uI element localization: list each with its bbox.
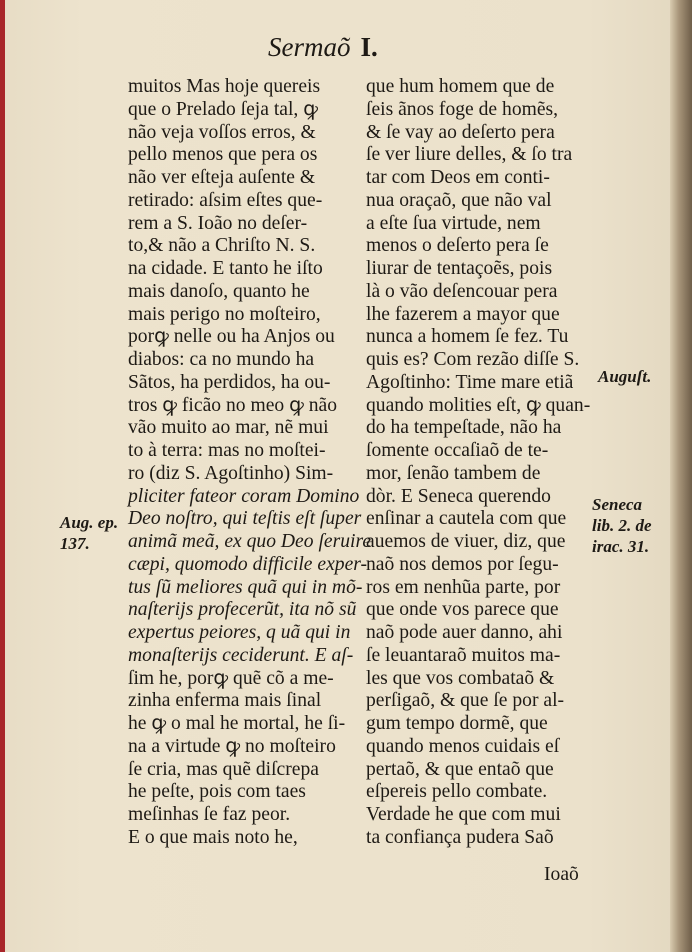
text-line: mais danoſo, quanto he — [128, 280, 310, 302]
text-line: pliciter fateor coram Domino — [128, 485, 360, 507]
text-line: Agoſtinho: Time mare etiã — [366, 371, 574, 393]
margin-note-line: irac. 31. — [592, 537, 650, 556]
page-edge-right — [670, 0, 692, 952]
margin-note-august — [598, 366, 651, 387]
text-line: rem a S. Ioão no deſer- — [128, 212, 308, 234]
text-line: tros ꝙ ficão no meo ꝙ não — [128, 394, 337, 416]
text-line: ta confiança pudera Saõ — [366, 826, 554, 848]
text-line: que onde vos parece que — [366, 599, 559, 621]
text-line: Sãtos, ha perdidos, ha ou- — [128, 371, 331, 393]
text-line: quando menos cuidais eſ — [366, 735, 560, 757]
margin-note-line: Auguſt. — [598, 367, 652, 386]
text-line: là o vão deſencouar pera — [366, 280, 558, 302]
text-line: que o Prelado ſeja tal, ꝙ — [128, 98, 318, 120]
page-edge-left — [0, 0, 5, 952]
running-head — [268, 32, 378, 63]
text-line: E o que mais noto he, — [128, 826, 298, 848]
text-line: perſigaõ, & que ſe por al- — [366, 690, 565, 712]
text-line: que hum homem que de — [366, 76, 555, 97]
text-line: ſim he, porꝙ quẽ cõ a me- — [128, 667, 334, 689]
text-line: a eſte ſua virtude, nem — [366, 212, 541, 234]
text-line: retirado: aſsim eſtes que- — [128, 189, 323, 211]
text-line: monaſterijs ceciderunt. E aſ- — [128, 644, 354, 666]
text-line: zinha enferma mais ſinal — [128, 690, 322, 712]
text-line: quando molities eſt, ꝙ quan- — [366, 394, 591, 416]
text-line: ſe ver liure delles, & ſo tra — [366, 144, 573, 166]
text-line: pello menos que pera os — [128, 144, 318, 166]
text-line: cæpi, quomodo difficile exper- — [128, 553, 368, 575]
text-line: to,& não a Chriſto N. S. — [128, 235, 316, 257]
text-line: ro (diz S. Agoſtinho) Sim- — [128, 462, 334, 484]
text-line: naõ nos demos por ſegu- — [366, 553, 559, 575]
text-line: animã meã, ex quo Deo ſeruire — [128, 531, 372, 552]
text-line: enſinar a cautela com que — [366, 508, 567, 530]
text-line: ſe cria, mas quẽ diſcrepa — [128, 758, 319, 780]
text-line: meſinhas ſe faz peor. — [128, 804, 291, 825]
margin-note-line: lib. 2. de — [592, 516, 652, 535]
text-line: não veja voſſos erros, & — [128, 121, 316, 143]
text-line: diabos: ca no mundo ha — [128, 349, 315, 370]
margin-note-seneca — [592, 494, 652, 557]
text-line: ſe leuantaraõ muitos ma- — [366, 644, 561, 666]
text-line: ſomente occaſiaõ de te- — [366, 440, 549, 461]
text-line: na a virtude ꝙ no moſteiro — [128, 735, 336, 757]
text-line: Verdade he que com mui — [366, 804, 561, 825]
margin-note-line: 137. — [60, 534, 90, 553]
margin-note-line: Seneca — [592, 495, 643, 514]
text-line: nua oraçaõ, que não val — [366, 189, 552, 211]
text-line: vão muito ao mar, nẽ mui — [128, 417, 329, 439]
text-line: & ſe vay ao deſerto pera — [366, 121, 555, 143]
text-line: porꝙ nelle ou ha Anjos ou — [128, 326, 335, 348]
running-head-title: Sermaõ — [268, 32, 351, 62]
text-line: pertaõ, & que entaõ que — [366, 758, 554, 780]
text-line: gum tempo dormẽ, que — [366, 713, 548, 734]
text-line: mor, ſenão tambem de — [366, 462, 541, 484]
text-line: auemos de viuer, diz, que — [366, 531, 566, 552]
text-line: he peſte, pois com taes — [128, 781, 306, 803]
text-line: tus ſũ meliores quã qui in mõ- — [128, 576, 363, 598]
right-column — [366, 76, 590, 850]
margin-note-aug-ep — [60, 512, 118, 554]
text-line: ros em nenhũa parte, por — [366, 576, 561, 598]
text-line: les que vos combataõ & — [366, 667, 555, 689]
margin-note-line: Aug. ep. — [60, 513, 119, 532]
text-line: tar com Deos em conti- — [366, 167, 550, 188]
running-head-number: I. — [360, 32, 378, 62]
text-line: lhe fazerem a mayor que — [366, 303, 560, 325]
text-line: mais perigo no moſteiro, — [128, 303, 321, 325]
text-line: dòr. E Seneca querendo — [366, 485, 551, 507]
text-line: expertus peiores, q uã qui in — [128, 622, 351, 643]
text-line: eſpereis pello combate. — [366, 781, 548, 803]
text-line: muitos Mas hoje quereis — [128, 76, 321, 97]
text-line: não ver eſteja auſente & — [128, 167, 316, 188]
text-line: liurar de tentaçoẽs, pois — [366, 258, 553, 279]
text-line: naſterijs profecerũt, ita nõ sũ — [128, 599, 357, 621]
text-line: nunca a homem ſe fez. Tu — [366, 326, 569, 348]
left-column — [128, 76, 371, 850]
text-line: naõ pode auer danno, ahi — [366, 622, 563, 643]
text-line: na cidade. E tanto he iſto — [128, 258, 323, 279]
text-line: menos o deſerto pera ſe — [366, 235, 549, 257]
text-line: he ꝙ o mal he mortal, he ſi- — [128, 713, 346, 734]
catchword: Ioaõ — [544, 864, 579, 885]
text-line: do ha tempeſtade, não ha — [366, 417, 562, 439]
text-line: Deo noſtro, qui teſtis eſt ſuper — [128, 508, 362, 530]
text-line: ſeis ãnos foge de homẽs, — [366, 98, 559, 120]
text-line: to à terra: mas no moſtei- — [128, 440, 326, 461]
text-line: quis es? Com rezão diſſe S. — [366, 349, 580, 370]
